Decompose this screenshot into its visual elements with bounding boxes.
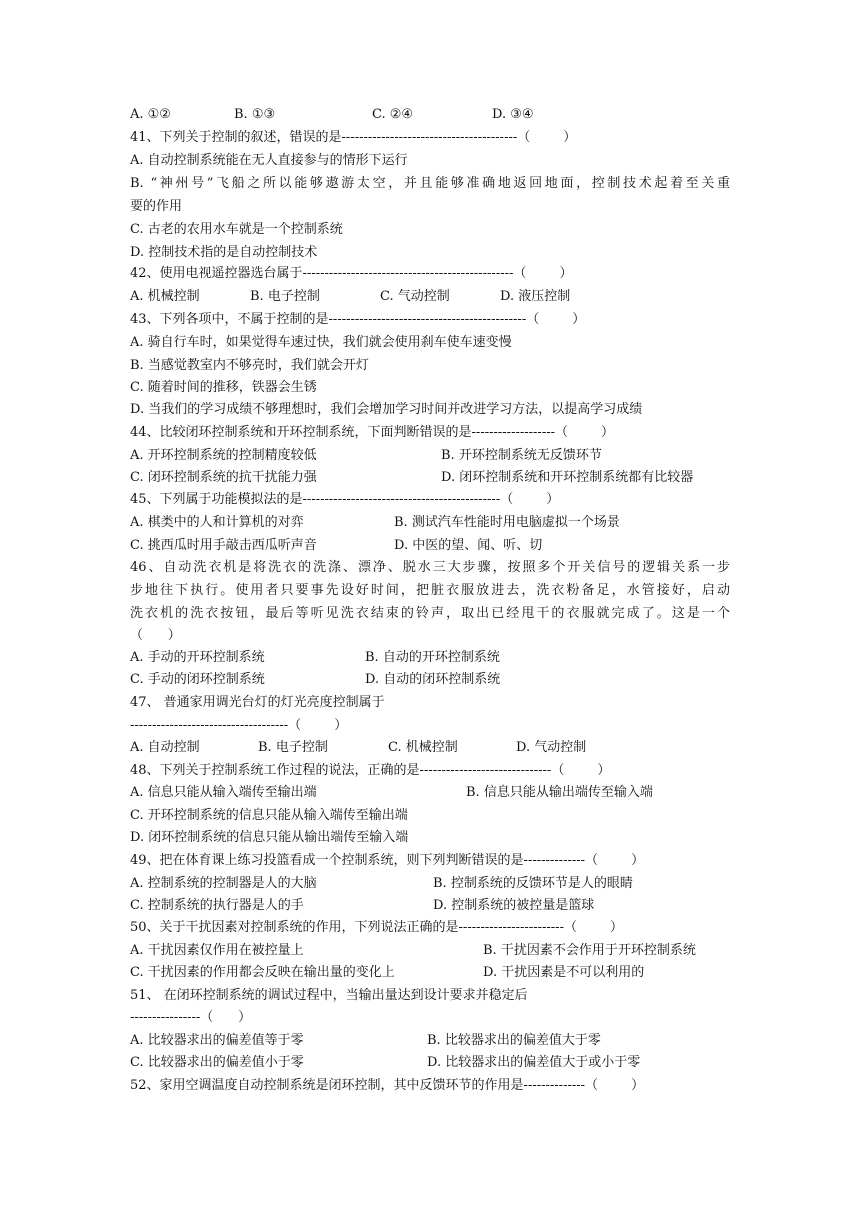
question-45-option-c: C. 挑西瓜时用手敲击西瓜听声音 (130, 538, 317, 553)
question-41-option-b-line1: B. “神州号”飞船之所以能够遨游太空，并且能够准确地返回地面，控制技术起着至关重 (130, 176, 730, 191)
question-47-option-d: D. 气动控制 (516, 740, 587, 755)
question-41-option-a: A. 自动控制系统能在无人直接参与的情形下运行 (130, 153, 408, 168)
question-43-option-a: A. 骑自行车时，如果觉得车速过快，我们就会使用刹车使车速变慢 (130, 335, 512, 350)
question-51-option-b: B. 比较器求出的偏差值大于零 (427, 1033, 601, 1048)
question-47-option-a: A. 自动控制 (130, 740, 200, 755)
question-51-option-d: D. 比较器求出的偏差值大于或小于零 (427, 1055, 641, 1070)
question-51-option-c: C. 比较器求出的偏差值小于零 (130, 1055, 304, 1070)
question-45-option-a: A. 棋类中的人和计算机的对弈 (130, 515, 304, 530)
question-50-option-b: B. 干扰因素不会作用于开环控制系统 (483, 943, 696, 958)
question-42-option-c: C. 气动控制 (380, 289, 450, 304)
question-42-option-d: D. 液压控制 (500, 289, 571, 304)
question-49-option-b: B. 控制系统的反馈环节是人的眼睛 (433, 876, 633, 891)
question-47-stem-line1: 47、 普通家用调光台灯的灯光亮度控制属于 (130, 695, 385, 710)
question-46-stem-line2: 步地往下执行。使用者只要事先设好时间，把脏衣服放进去，洗衣粉备足，水管接好，启动 (130, 583, 730, 598)
question-46-stem-line4: （ ） (130, 628, 181, 643)
question-50-option-a: A. 干扰因素仅作用在被控量上 (130, 943, 304, 958)
question-45-option-b: B. 测试汽车性能时用电脑虚拟一个场景 (394, 515, 620, 530)
question-49-stem: 49、把在体育课上练习投篮看成一个控制系统，则下列判断错误的是--------------（ ） (130, 853, 645, 868)
option-b: B. ①③ (234, 107, 276, 122)
question-48-option-d: D. 闭环控制系统的信息只能从输出端传至输入端 (130, 830, 409, 845)
question-43-option-d: D. 当我们的学习成绩不够理想时，我们会增加学习时间并改进学习方法，以提高学习成绩 (130, 402, 643, 417)
option-a: A. ①② (130, 107, 171, 122)
option-d: D. ③④ (492, 107, 534, 122)
question-48-stem: 48、下列关于控制系统工作过程的说法，正确的是------------------------------（ ） (130, 763, 611, 778)
question-50-option-c: C. 干扰因素的作用都会反映在输出量的变化上 (130, 965, 395, 980)
question-51-option-a: A. 比较器求出的偏差值等于零 (130, 1033, 304, 1048)
question-43-option-c: C. 随着时间的推移，铁器会生锈 (130, 380, 317, 395)
question-48-option-c: C. 开环控制系统的信息只能从输入端传至输出端 (130, 808, 408, 823)
question-50-option-d: D. 干扰因素是不可以利用的 (483, 965, 645, 980)
question-42-stem: 42、使用电视遥控器选台属于------------------------------------------------（ ） (130, 266, 573, 281)
question-51-stem-line2: ----------------（ ） (130, 1010, 252, 1025)
question-43-option-b: B. 当感觉教室内不够亮时，我们就会开灯 (130, 358, 369, 373)
question-46-stem-line1: 46、自动洗衣机是将洗衣的洗涤、漂净、脱水三大步骤，按照多个开关信号的逻辑关系一步 (130, 560, 730, 575)
question-44-stem: 44、比较闭环控制系统和开环控制系统，下面判断错误的是-------------------（ ） (130, 425, 615, 440)
question-46-option-b: B. 自动的开环控制系统 (365, 650, 500, 665)
question-42-option-a: A. 机械控制 (130, 289, 200, 304)
question-47-stem-line2: ------------------------------------（ ） (130, 718, 348, 733)
question-44-option-a: A. 开环控制系统的控制精度较低 (130, 448, 317, 463)
question-50-stem: 50、关于干扰因素对控制系统的作用，下列说法正确的是------------------------（ ） (130, 920, 624, 935)
question-43-stem: 43、下列各项中，不属于控制的是---------------------------------------------（ ） (130, 312, 586, 327)
question-45-stem: 45、下列属于功能模拟法的是---------------------------------------------（ ） (130, 492, 560, 507)
question-46-option-c: C. 手动的闭环控制系统 (130, 672, 265, 687)
question-48-option-a: A. 信息只能从输入端传至输出端 (130, 785, 317, 800)
question-41-option-b-line2: 要的作用 (130, 199, 183, 214)
question-41-option-d: D. 控制技术指的是自动控制技术 (130, 245, 318, 260)
question-46-option-a: A. 手动的开环控制系统 (130, 650, 265, 665)
question-46-option-d: D. 自动的闭环控制系统 (365, 672, 501, 687)
question-44-option-c: C. 闭环控制系统的抗干扰能力强 (130, 470, 317, 485)
question-41-option-c: C. 古老的农用水车就是一个控制系统 (130, 222, 343, 237)
question-49-option-d: D. 控制系统的被控量是篮球 (433, 898, 595, 913)
question-47-option-c: C. 机械控制 (388, 740, 458, 755)
question-44-option-d: D. 闭环控制系统和开环控制系统都有比较器 (441, 470, 694, 485)
question-42-option-b: B. 电子控制 (250, 289, 320, 304)
question-41-stem: 41、下列关于控制的叙述，错误的是----------------------------------------（ ） (130, 130, 577, 145)
option-c: C. ②④ (372, 107, 414, 122)
question-44-option-b: B. 开环控制系统无反馈环节 (441, 448, 602, 463)
question-46-stem-line3: 洗衣机的洗衣按钮，最后等听见洗衣结束的铃声，取出已经甩干的衣服就完成了。这是一个 (130, 606, 730, 621)
question-48-option-b: B. 信息只能从输出端传至输入端 (466, 785, 653, 800)
question-51-stem-line1: 51、 在闭环控制系统的调试过程中，当输出量达到设计要求并稳定后 (130, 988, 528, 1003)
question-49-option-a: A. 控制系统的控制器是人的大脑 (130, 876, 317, 891)
question-47-option-b: B. 电子控制 (258, 740, 328, 755)
question-49-option-c: C. 控制系统的执行器是人的手 (130, 898, 304, 913)
question-45-option-d: D. 中医的望、闻、听、切 (394, 538, 543, 553)
question-52-stem: 52、家用空调温度自动控制系统是闭环控制，其中反馈环节的作用是--------------（ ） (130, 1078, 645, 1093)
